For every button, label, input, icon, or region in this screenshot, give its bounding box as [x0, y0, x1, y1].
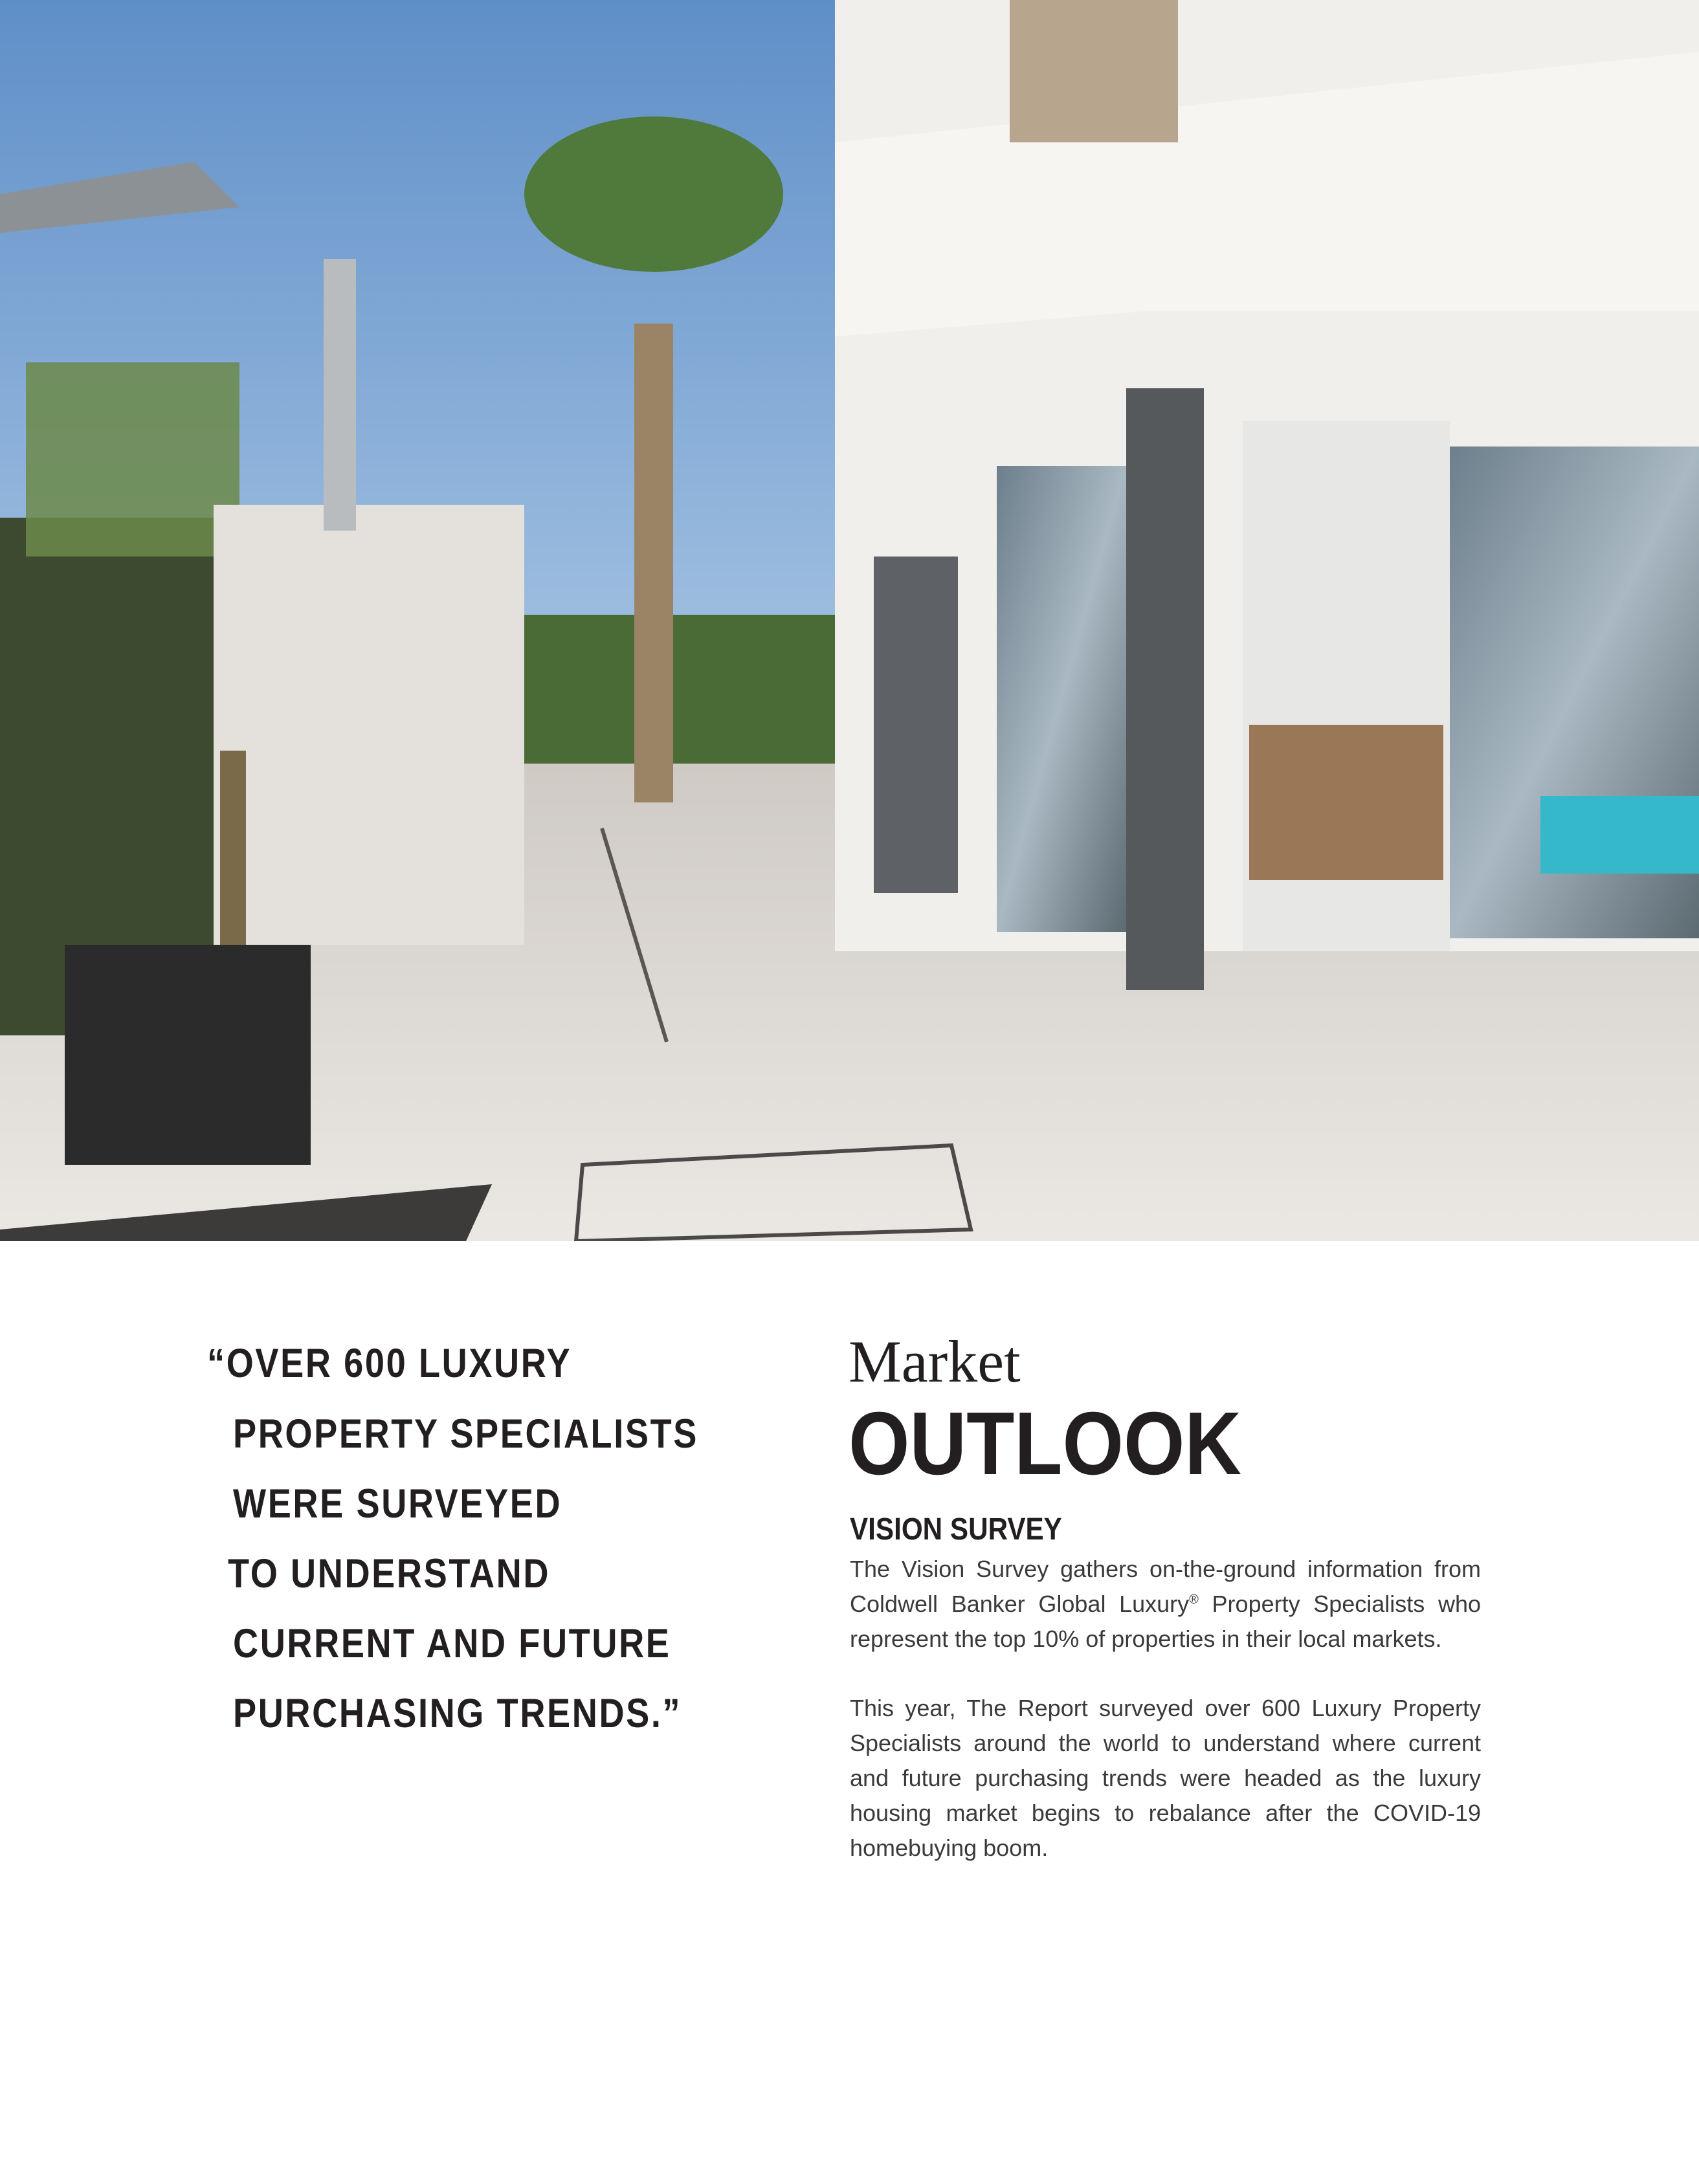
body-paragraph	[850, 1552, 1481, 1657]
paragraph-text: The Vision Survey gathers on-the-ground information from Coldwell Banker Global Luxury	[850, 1556, 1481, 1617]
pull-quote-line: “OVER 600 LUXURY	[207, 1341, 572, 1386]
section-heading: VISION SURVEY	[850, 1512, 1062, 1547]
pull-quote-line: PROPERTY SPECIALISTS	[233, 1411, 698, 1457]
registered-mark: ®	[1189, 1593, 1199, 1607]
paragraph-text: Property Specialists who represent the top 10% of properties in their local markets.	[850, 1591, 1481, 1652]
pull-quote-line: WERE SURVEYED	[233, 1481, 562, 1527]
pull-quote-line: CURRENT AND FUTURE	[233, 1621, 671, 1666]
body-paragraph: This year, The Report surveyed over 600 Luxury Property Specialists around the world to understand where current and future purchasing trends were headed as the luxury housing market begins to rebalance after the COVID-19 homebuying boom.	[850, 1695, 1481, 1861]
pull-quote-line: TO UNDERSTAND	[228, 1551, 551, 1596]
pull-quote-line: PURCHASING TRENDS.”	[233, 1691, 682, 1736]
title-main-word: OUTLOOK	[849, 1394, 1242, 1494]
title-script-word: Market	[849, 1329, 1021, 1395]
